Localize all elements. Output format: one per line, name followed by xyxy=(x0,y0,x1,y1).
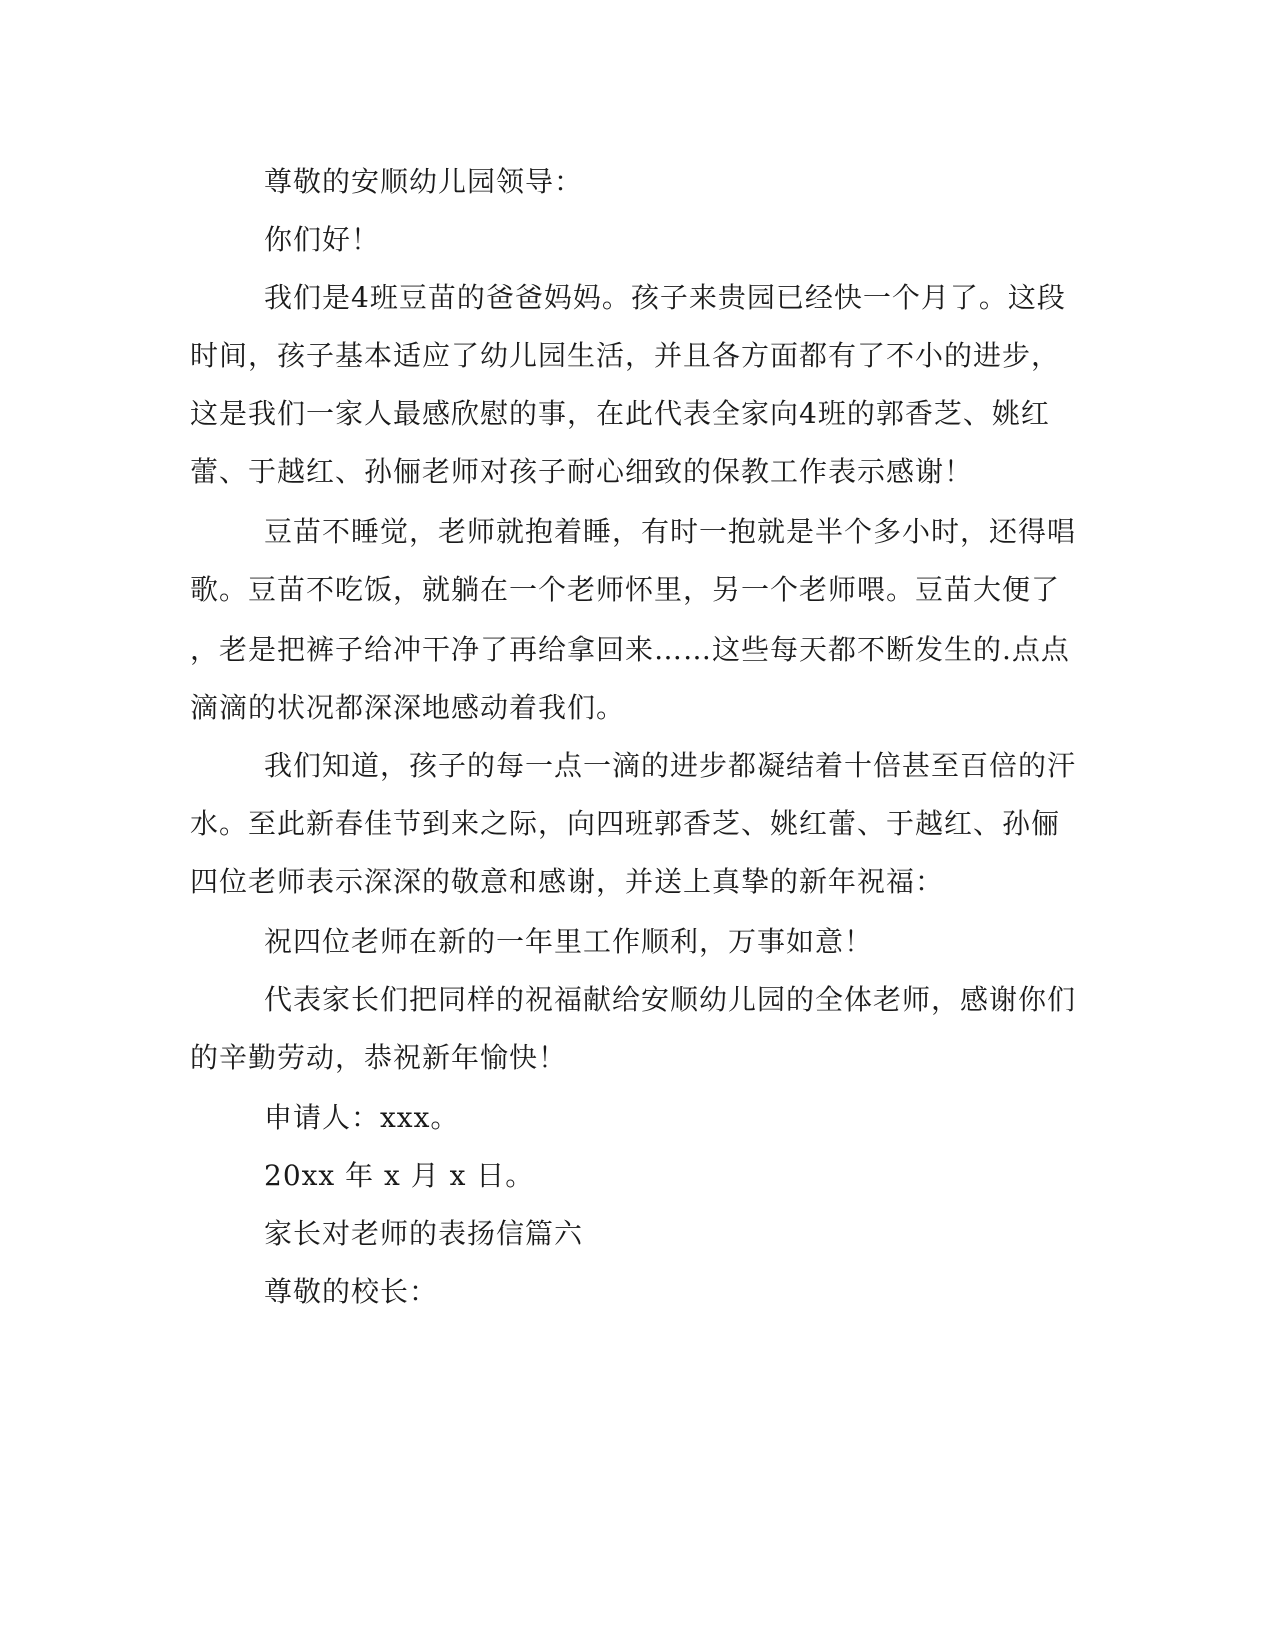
paragraph-3-line-2: 水。至此新春佳节到来之际，向四班郭香芝、姚红蕾、于越红、孙俪 xyxy=(190,807,1061,840)
paragraph-4-line-2: 的辛勤劳动，恭祝新年愉快！ xyxy=(190,1041,568,1074)
date-line: 20xx 年 x 月 x 日。 xyxy=(264,1159,535,1192)
paragraph-4-line-1: 代表家长们把同样的祝福献给安顺幼儿园的全体老师，感谢你们 xyxy=(264,983,1077,1016)
paragraph-2-line-3: ，老是把裤子给冲干净了再给拿回来……这些每天都不断发生的.点点 xyxy=(190,633,1070,666)
paragraph-1-line-1: 我们是4班豆苗的爸爸妈妈。孩子来贵园已经快一个月了。这段 xyxy=(264,281,1066,314)
paragraph-2-line-1: 豆苗不睡觉，老师就抱着睡，有时一抱就是半个多小时，还得唱 xyxy=(264,515,1077,548)
salutation: 尊敬的安顺幼儿园领导： xyxy=(264,165,584,198)
paragraph-3-line-1: 我们知道，孩子的每一点一滴的进步都凝结着十倍甚至百倍的汗 xyxy=(264,749,1077,782)
paragraph-2-line-2: 歌。豆苗不吃饭，就躺在一个老师怀里，另一个老师喂。豆苗大便了 xyxy=(190,573,1061,606)
applicant-line: 申请人：xxx。 xyxy=(264,1101,460,1134)
greeting: 你们好！ xyxy=(264,223,381,256)
blessing-line: 祝四位老师在新的一年里工作顺利，万事如意！ xyxy=(264,925,874,958)
paragraph-1-line-4: 蕾、于越红、孙俪老师对孩子耐心细致的保教工作表示感谢！ xyxy=(190,455,974,488)
section-title: 家长对老师的表扬信篇六 xyxy=(264,1217,584,1250)
salutation-principal: 尊敬的校长： xyxy=(264,1275,439,1308)
paragraph-3-line-3: 四位老师表示深深的敬意和感谢，并送上真挚的新年祝福： xyxy=(190,865,945,898)
paragraph-1-line-3: 这是我们一家人最感欣慰的事，在此代表全家向4班的郭香芝、姚红 xyxy=(190,397,1050,430)
paragraph-2-line-4: 滴滴的状况都深深地感动着我们。 xyxy=(190,691,626,724)
paragraph-1-line-2: 时间，孩子基本适应了幼儿园生活，并且各方面都有了不小的进步， xyxy=(190,339,1061,372)
